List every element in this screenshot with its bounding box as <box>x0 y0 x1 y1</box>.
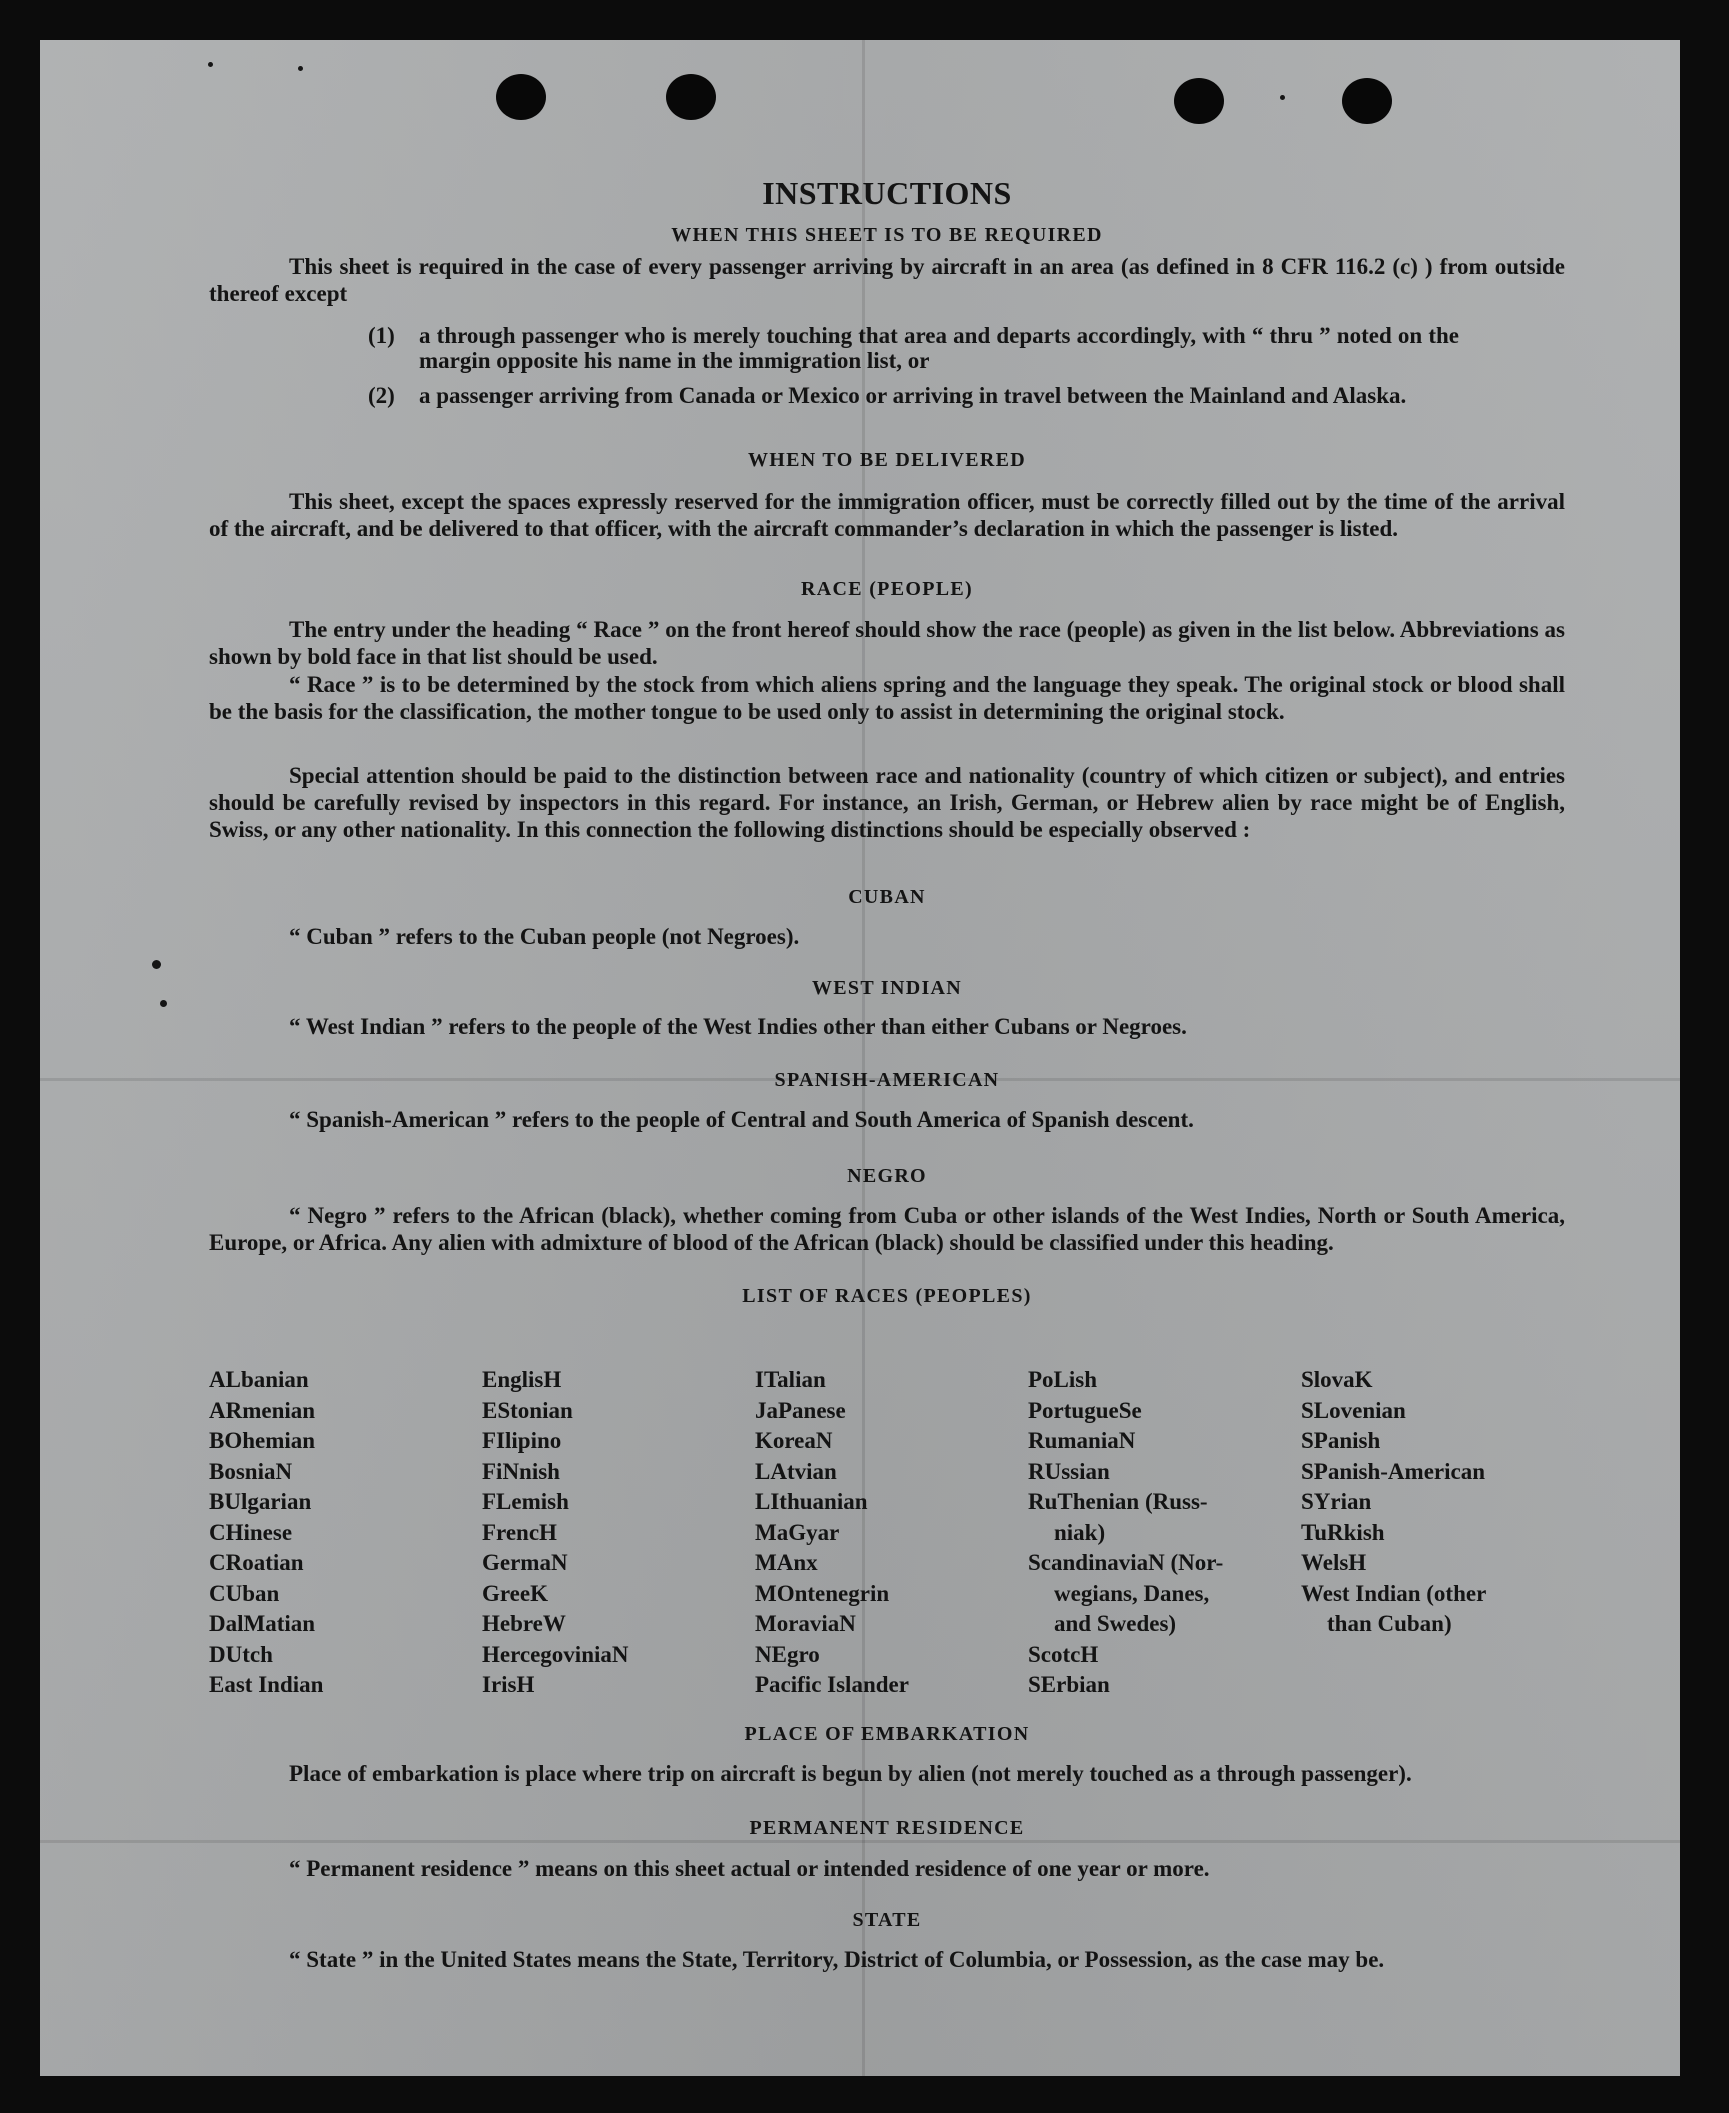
race-name: BUlgarian <box>209 1489 312 1514</box>
race-name: GreeK <box>482 1580 548 1606</box>
race-name: West Indian (other <box>1301 1580 1487 1606</box>
race-name: SlovaK <box>1301 1367 1373 1392</box>
punch-hole <box>496 74 546 120</box>
race-name: ScandinaviaN (Nor- <box>1028 1550 1224 1575</box>
heading-permanent-residence: PERMANENT RESIDENCE <box>749 1817 1025 1839</box>
race-name: NEgro <box>755 1641 820 1667</box>
item-number: (1) <box>368 323 395 348</box>
race-name: SLovenian <box>1301 1397 1406 1423</box>
race-name: CUban <box>209 1580 280 1606</box>
race-name: ScotcH <box>1028 1641 1099 1667</box>
race-name: BosniaN <box>209 1458 293 1484</box>
punch-hole <box>666 74 716 120</box>
race-name: GermaN <box>482 1550 568 1575</box>
race-name: LAtvian <box>755 1458 837 1484</box>
race-name: PoLish <box>1028 1367 1098 1392</box>
race-name: MoraviaN <box>755 1611 856 1636</box>
heading-when-delivered: WHEN TO BE DELIVERED <box>747 449 1027 471</box>
item-text: a through passenger who is merely touching that area and departs accordingly, with “ thru ” noted on the margin opposite his name in the immigration list, or <box>419 323 1459 373</box>
race-name: HebreW <box>482 1611 566 1636</box>
heading-state: STATE <box>852 1909 922 1931</box>
race-name: KoreaN <box>755 1428 833 1453</box>
ink-speck <box>298 66 303 71</box>
race-name: FrencH <box>482 1519 557 1545</box>
race-column-1 <box>209 1365 323 1701</box>
race-name: SPanish <box>1301 1428 1381 1453</box>
ink-speck <box>208 62 213 67</box>
race-name-continued: than Cuban) <box>1327 1611 1452 1636</box>
cuban-text: “ Cuban ” refers to the Cuban people (not Negroes). <box>289 924 800 949</box>
race-name: EStonian <box>482 1397 573 1423</box>
race-name: FIlipino <box>482 1428 562 1453</box>
race-column-5 <box>1301 1365 1486 1640</box>
race-name: ARmenian <box>209 1397 316 1423</box>
race-name: WelsH <box>1301 1550 1367 1575</box>
heading-negro: NEGRO <box>847 1165 927 1187</box>
race-name: SPanish-American <box>1301 1458 1485 1484</box>
race-name: ITalian <box>755 1367 826 1392</box>
race-name: RumaniaN <box>1028 1428 1136 1453</box>
state-text: “ State ” in the United States means the State, Territory, District of Columbia, or Possession, as the case may be. <box>289 1947 1385 1972</box>
race-paragraph-2: “ Race ” is to be determined by the stock from which aliens spring and the language they speak. The original stock or blood shall be the basis for the classification, the mother tongue to be used only to assist in determining the original stock. <box>209 672 1565 724</box>
negro-text: “ Negro ” refers to the African (black), whether coming from Cuba or other islands of the West Indies, North or South America, Europe, or Africa. Any alien with admixture of blood of the African (black) should be classified under this heading. <box>209 1203 1565 1255</box>
ink-speck <box>152 960 161 969</box>
race-name-continued: and Swedes) <box>1054 1611 1177 1636</box>
race-name: CRoatian <box>209 1550 304 1575</box>
delivered-text: This sheet, except the spaces expressly reserved for the immigration officer, must be correctly filled out by the time of the arrival of the aircraft, and be delivered to that officer, with the aircraft commander’s declaration in which the passenger is listed. <box>209 489 1565 541</box>
heading-place-of-embarkation: PLACE OF EMBARKATION <box>744 1723 1030 1745</box>
race-name: BOhemian <box>209 1428 316 1453</box>
race-name: MAnx <box>755 1550 818 1575</box>
punch-hole <box>1342 78 1392 124</box>
race-name: PortugueSe <box>1028 1397 1142 1423</box>
race-name: RUssian <box>1028 1458 1110 1484</box>
race-column-4 <box>1028 1365 1223 1701</box>
race-paragraph-1: The entry under the heading “ Race ” on the front hereof should show the race (people) as given in the list below. Abbreviations as shown by bold face in that list should be used. <box>209 617 1565 669</box>
page-title: INSTRUCTIONS <box>762 175 1012 211</box>
race-paragraph-3: Special attention should be paid to the distinction between race and nationality (country of which citizen or subject), and entries should be carefully revised by inspectors in this regard. For instance, an Irish, German, or Hebrew alien by race might be of English, Swiss, or any other nationality. In this connection the following distinctions should be especially observed : <box>209 763 1565 842</box>
race-name: FiNnish <box>482 1458 560 1484</box>
race-name: East Indian <box>209 1672 324 1697</box>
residence-text: “ Permanent residence ” means on this sheet actual or intended residence of one year or more. <box>289 1856 1210 1881</box>
race-column-2 <box>482 1365 629 1701</box>
race-name: MOntenegrin <box>755 1580 890 1606</box>
heading-spanish-american: SPANISH-AMERICAN <box>774 1069 1000 1091</box>
embarkation-text: Place of embarkation is place where trip on aircraft is begun by alien (not merely touched as a through passenger). <box>289 1761 1412 1786</box>
race-name: FLemish <box>482 1489 569 1514</box>
race-name: DUtch <box>209 1641 273 1667</box>
race-name: MaGyar <box>755 1519 840 1545</box>
fold-line <box>40 1840 1680 1843</box>
race-name: TuRkish <box>1301 1519 1385 1545</box>
race-name-continued: niak) <box>1054 1519 1106 1545</box>
heading-cuban: CUBAN <box>848 886 926 908</box>
race-name: HercegoviniaN <box>482 1641 629 1667</box>
ink-speck <box>160 1000 167 1007</box>
item-text: a passenger arriving from Canada or Mexico or arriving in travel between the Mainland and Alaska. <box>419 383 1407 408</box>
document-page <box>40 40 1680 2076</box>
race-name: LIthuanian <box>755 1489 868 1514</box>
race-name-continued: wegians, Danes, <box>1054 1580 1210 1606</box>
race-name: RuThenian (Russ- <box>1028 1489 1208 1514</box>
race-name: SYrian <box>1301 1489 1372 1514</box>
punch-hole <box>1174 78 1224 124</box>
race-name: Pacific Islander <box>755 1672 909 1697</box>
race-name: IrisH <box>482 1672 535 1697</box>
required-intro: This sheet is required in the case of every passenger arriving by aircraft in an area (as defined in 8 CFR 116.2 (c) ) from outside thereof except <box>209 254 1565 306</box>
race-name: CHinese <box>209 1519 293 1545</box>
item-number: (2) <box>368 383 395 408</box>
ink-speck <box>1280 95 1285 100</box>
spanish-american-text: “ Spanish-American ” refers to the people of Central and South America of Spanish descent. <box>289 1107 1194 1132</box>
heading-west-indian: WEST INDIAN <box>811 977 963 999</box>
heading-when-required: WHEN THIS SHEET IS TO BE REQUIRED <box>671 224 1103 246</box>
race-name: EnglisH <box>482 1367 562 1392</box>
west-indian-text: “ West Indian ” refers to the people of the West Indies other than either Cubans or Negroes. <box>289 1014 1187 1039</box>
race-name: ALbanian <box>209 1367 309 1392</box>
race-name: JaPanese <box>755 1397 846 1423</box>
heading-race: RACE (PEOPLE) <box>801 578 973 600</box>
race-name: SErbian <box>1028 1672 1110 1697</box>
heading-list-of-races: LIST OF RACES (PEOPLES) <box>742 1285 1032 1307</box>
race-name: DalMatian <box>209 1611 316 1636</box>
race-column-3 <box>755 1365 909 1701</box>
